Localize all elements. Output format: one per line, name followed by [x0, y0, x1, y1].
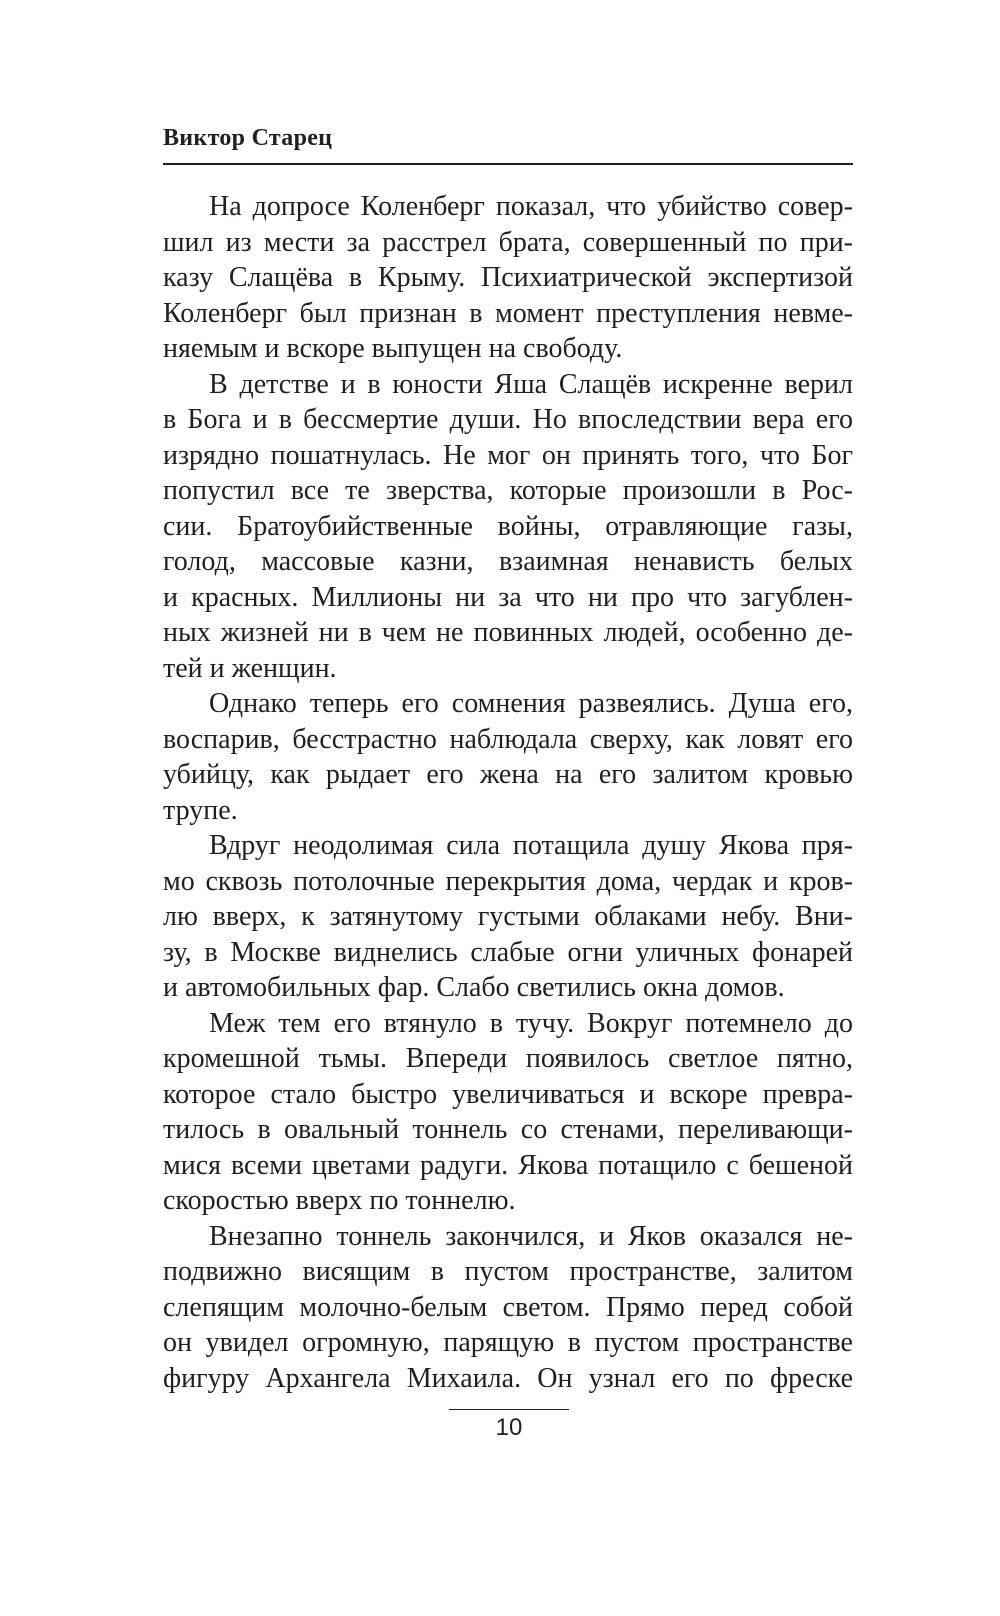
text-line: которое стало быстро увеличиваться и вскоре превра- — [163, 1078, 853, 1110]
paragraph — [163, 367, 853, 687]
text-line: Внезапно тоннель закончился, и Яков оказался не- — [209, 1220, 853, 1252]
text-line: попустил все те зверства, которые произошли в Рос- — [163, 475, 853, 506]
page-number: 10 — [495, 1414, 523, 1441]
body-text — [163, 189, 853, 1396]
text-line: фигуру Архангела Михаила. Он узнал его по фреске — [163, 1362, 853, 1394]
text-line: тилось в овальный тоннель со стенами, переливающи- — [163, 1114, 853, 1145]
text-line: скоростью вверх по тоннелю. — [163, 1185, 516, 1216]
text-line: няемым и вскоре выпущен на свободу. — [163, 333, 623, 364]
text-line: убийцу, как рыдает его жена на его залитом кровью — [163, 759, 853, 790]
footer-rule — [449, 1409, 569, 1410]
text-line: изрядно пошатнулась. Не мог он принять того, что Бог — [163, 439, 853, 471]
text-line: он увидел огромную, парящую в пустом пространстве — [163, 1327, 853, 1358]
text-line: и красных. Миллионы ни за что ни про что загублен- — [163, 581, 853, 613]
text-line: шил из мести за расстрел брата, совершенный по при- — [163, 226, 853, 258]
running-header — [163, 123, 853, 165]
text-line: В детстве и в юности Яша Слащёв искренне верил — [209, 368, 853, 400]
text-line: мо сквозь потолочные перекрытия дома, чердак и кров- — [163, 865, 853, 897]
text-line: воспарив, бесстрастно наблюдала сверху, как ловят его — [163, 723, 853, 755]
text-line: трупе. — [163, 794, 238, 826]
text-line: лю вверх, к затянутому густыми облаками небу. Вни- — [163, 901, 853, 932]
text-line: подвижно висящим в пустом пространстве, залитом — [163, 1256, 853, 1287]
paragraph — [163, 1006, 853, 1219]
text-line: На допросе Коленберг показал, что убийство совер- — [209, 191, 853, 222]
paragraph — [163, 189, 853, 367]
text-line: голод, массовые казни, взаимная ненависть белых — [163, 546, 853, 577]
text-line: ных жизней ни в чем не повинных людей, особенно де- — [163, 617, 853, 648]
text-line: мися всеми цветами радуги. Якова потащило с бешеной — [163, 1149, 853, 1181]
text-line: в Бога и в бессмертие души. Но впоследствии вера его — [163, 404, 853, 435]
text-line: тей и женщин. — [163, 652, 337, 684]
paragraph — [163, 1219, 853, 1397]
text-line: сии. Братоубийственные войны, отравляющие газы, — [163, 510, 853, 542]
text-line: зу, в Москве виднелись слабые огни уличных фонарей — [163, 936, 853, 968]
paragraph — [163, 686, 853, 828]
header-author: Виктор Старец — [163, 125, 333, 151]
text-line: кромешной тьмы. Впереди появилось светлое пятно, — [163, 1043, 853, 1074]
text-line: Вдруг неодолимая сила потащила душу Якова пря- — [209, 830, 853, 861]
text-line: слепящим молочно-белым светом. Прямо перед собой — [163, 1291, 853, 1323]
text-line: Меж тем его втянуло в тучу. Вокруг потемнело до — [209, 1007, 853, 1039]
paragraph — [163, 828, 853, 1006]
text-line: казу Слащёва в Крыму. Психиатрической экспертизой — [163, 262, 853, 293]
text-line: и автомобильных фар. Слабо светились окна домов. — [163, 972, 785, 1003]
text-line: Однако теперь его сомнения развеялись. Душа его, — [209, 688, 853, 719]
text-line: Коленберг был признан в момент преступления невме- — [163, 297, 853, 329]
